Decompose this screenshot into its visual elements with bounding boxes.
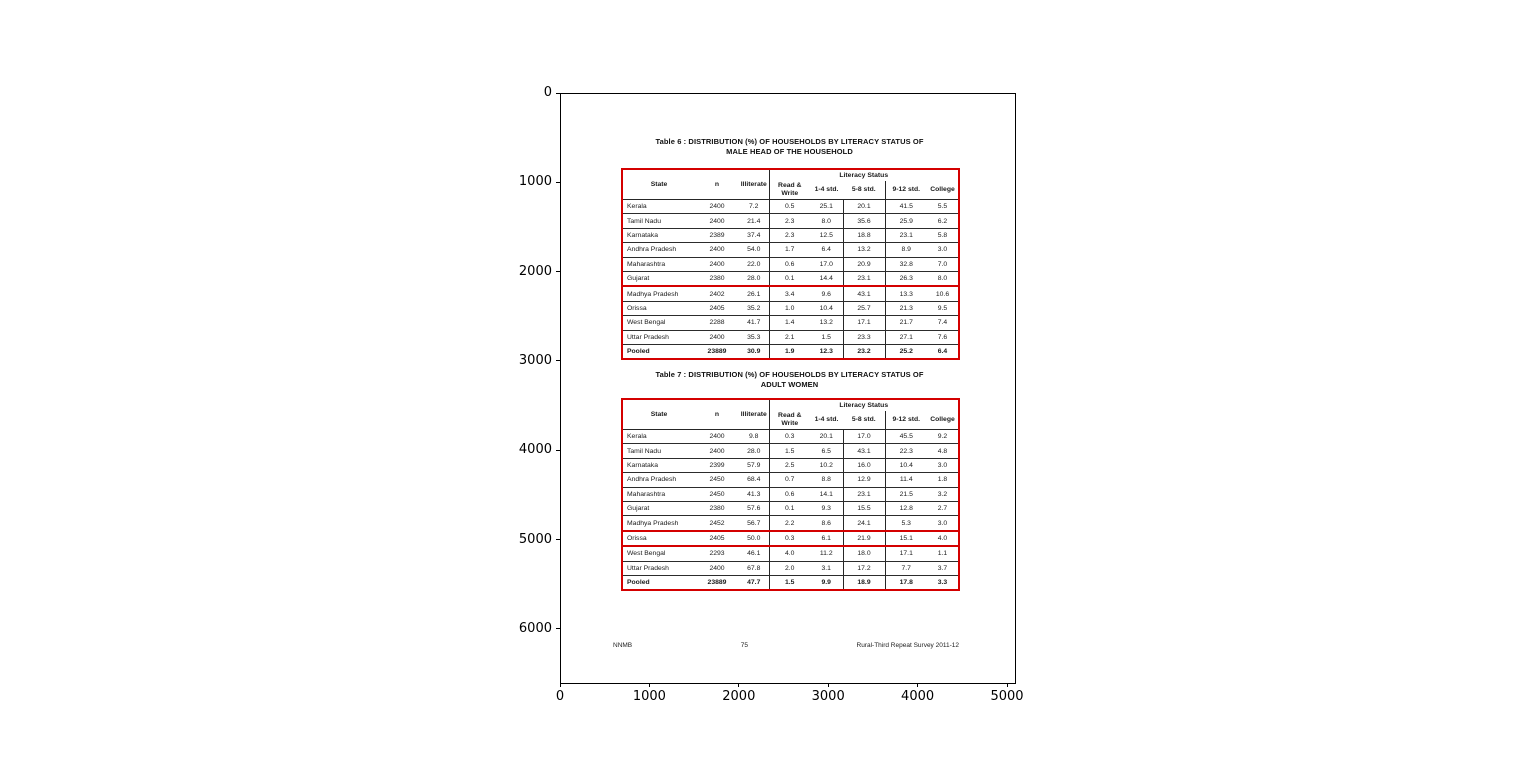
value-cell: 14.4 — [810, 271, 843, 286]
value-cell: 3.3 — [927, 575, 959, 590]
table7 — [621, 398, 960, 591]
value-cell: 25.7 — [843, 301, 885, 315]
value-cell: 8.6 — [810, 516, 843, 531]
value-cell: 28.0 — [739, 444, 769, 458]
column-header: College — [927, 181, 959, 200]
table-row — [622, 430, 959, 444]
value-cell: 2.1 — [769, 330, 810, 344]
value-cell: 21.7 — [885, 316, 927, 330]
y-axis-tick-label: 0 — [543, 85, 552, 100]
state-cell: West Bengal — [622, 316, 695, 330]
value-cell: 26.1 — [739, 286, 769, 301]
value-cell: 2293 — [695, 546, 739, 561]
value-cell: 20.1 — [843, 200, 885, 214]
value-cell: 6.4 — [927, 344, 959, 359]
value-cell: 13.2 — [810, 316, 843, 330]
state-cell: West Bengal — [622, 546, 695, 561]
column-header: n — [695, 399, 739, 430]
value-cell: 2.2 — [769, 516, 810, 531]
table-row — [622, 546, 959, 561]
value-cell: 3.4 — [769, 286, 810, 301]
table-row — [622, 243, 959, 257]
table6-title-line2: MALE HEAD OF THE HOUSEHOLD — [726, 146, 853, 156]
value-cell: 2.0 — [769, 561, 810, 575]
value-cell: 57.9 — [739, 458, 769, 472]
value-cell: 4.0 — [769, 546, 810, 561]
x-axis-tick-label: 5000 — [990, 689, 1024, 704]
state-cell: Andhra Pradesh — [622, 243, 695, 257]
table-row — [622, 257, 959, 271]
state-cell: Pooled — [622, 344, 695, 359]
value-cell: 0.6 — [769, 487, 810, 501]
value-cell: 30.9 — [739, 344, 769, 359]
value-cell: 5.8 — [927, 228, 959, 242]
table-row — [622, 487, 959, 501]
value-cell: 7.7 — [885, 561, 927, 575]
value-cell: 4.0 — [927, 531, 959, 546]
table6-title — [581, 137, 998, 156]
value-cell: 2402 — [695, 286, 739, 301]
footer-survey-label: Rural-Third Repeat Survey 2011-12 — [856, 642, 959, 649]
value-cell: 0.3 — [769, 531, 810, 546]
table-row — [622, 316, 959, 330]
table7-block — [621, 370, 958, 591]
y-axis-tick-label: 4000 — [518, 442, 552, 458]
value-cell: 9.8 — [739, 430, 769, 444]
table-row — [622, 271, 959, 286]
value-cell: 9.3 — [810, 501, 843, 515]
value-cell: 17.1 — [885, 546, 927, 561]
value-cell: 56.7 — [739, 516, 769, 531]
column-header: Read & Write — [769, 181, 810, 200]
value-cell: 23.1 — [885, 228, 927, 242]
value-cell: 8.0 — [810, 214, 843, 228]
value-cell: 2.3 — [769, 228, 810, 242]
state-cell: Tamil Nadu — [622, 444, 695, 458]
table-row — [622, 330, 959, 344]
table-row — [622, 444, 959, 458]
plot-axes — [560, 93, 1016, 684]
table-row — [622, 286, 959, 301]
value-cell: 2400 — [695, 214, 739, 228]
value-cell: 15.1 — [885, 531, 927, 546]
value-cell: 13.3 — [885, 286, 927, 301]
value-cell: 3.0 — [927, 243, 959, 257]
value-cell: 18.9 — [843, 575, 885, 590]
value-cell: 18.8 — [843, 228, 885, 242]
value-cell: 17.8 — [885, 575, 927, 590]
literacy-status-span-header: Literacy Status — [769, 169, 959, 181]
table-row — [622, 228, 959, 242]
value-cell: 15.5 — [843, 501, 885, 515]
value-cell: 23.1 — [843, 487, 885, 501]
value-cell: 2405 — [695, 531, 739, 546]
value-cell: 23889 — [695, 344, 739, 359]
table6-title-line1: Table 6 : DISTRIBUTION (%) OF HOUSEHOLDS BY LITERACY STATUS OF — [655, 137, 924, 146]
table-row — [622, 575, 959, 590]
value-cell: 2400 — [695, 243, 739, 257]
state-cell: Tamil Nadu — [622, 214, 695, 228]
value-cell: 57.6 — [739, 501, 769, 515]
x-axis-tick-label: 1000 — [632, 689, 666, 704]
column-header: 9-12 std. — [885, 411, 927, 430]
value-cell: 2405 — [695, 301, 739, 315]
state-cell: Uttar Pradesh — [622, 561, 695, 575]
value-cell: 35.2 — [739, 301, 769, 315]
state-cell: Uttar Pradesh — [622, 330, 695, 344]
column-header: 5-8 std. — [843, 411, 885, 430]
y-axis-tick-label: 6000 — [518, 620, 552, 636]
value-cell: 14.1 — [810, 487, 843, 501]
x-axis-tick-label: 3000 — [811, 689, 845, 704]
table-row — [622, 344, 959, 359]
value-cell: 41.7 — [739, 316, 769, 330]
value-cell: 67.8 — [739, 561, 769, 575]
value-cell: 24.1 — [843, 516, 885, 531]
value-cell: 6.5 — [810, 444, 843, 458]
state-cell: Gujarat — [622, 271, 695, 286]
column-header: Illiterate — [739, 399, 769, 430]
page-footer — [613, 642, 959, 649]
value-cell: 21.9 — [843, 531, 885, 546]
y-axis-tick-label: 1000 — [518, 174, 552, 190]
value-cell: 2380 — [695, 271, 739, 286]
table-row — [622, 473, 959, 487]
value-cell: 16.0 — [843, 458, 885, 472]
value-cell: 11.4 — [885, 473, 927, 487]
value-cell: 7.2 — [739, 200, 769, 214]
value-cell: 3.7 — [927, 561, 959, 575]
state-cell: Orissa — [622, 301, 695, 315]
value-cell: 1.9 — [769, 344, 810, 359]
value-cell: 25.2 — [885, 344, 927, 359]
value-cell: 6.1 — [810, 531, 843, 546]
table7-title — [581, 370, 998, 389]
value-cell: 41.3 — [739, 487, 769, 501]
value-cell: 27.1 — [885, 330, 927, 344]
value-cell: 0.1 — [769, 501, 810, 515]
value-cell: 23.1 — [843, 271, 885, 286]
value-cell: 1.7 — [769, 243, 810, 257]
value-cell: 9.2 — [927, 430, 959, 444]
value-cell: 25.1 — [810, 200, 843, 214]
table-row — [622, 501, 959, 515]
value-cell: 2400 — [695, 444, 739, 458]
value-cell: 8.9 — [885, 243, 927, 257]
state-cell: Maharashtra — [622, 487, 695, 501]
value-cell: 10.6 — [927, 286, 959, 301]
value-cell: 32.8 — [885, 257, 927, 271]
value-cell: 1.5 — [769, 575, 810, 590]
value-cell: 1.5 — [810, 330, 843, 344]
document-page — [561, 94, 1015, 683]
table-row — [622, 458, 959, 472]
table-row — [622, 516, 959, 531]
table6-block — [621, 137, 958, 360]
value-cell: 7.4 — [927, 316, 959, 330]
value-cell: 0.7 — [769, 473, 810, 487]
table-row — [622, 301, 959, 315]
column-header: Illiterate — [739, 169, 769, 200]
value-cell: 9.9 — [810, 575, 843, 590]
state-cell: Karnataka — [622, 228, 695, 242]
value-cell: 3.1 — [810, 561, 843, 575]
literacy-status-span-header: Literacy Status — [769, 399, 959, 411]
table-row — [622, 561, 959, 575]
y-axis-tick-label: 2000 — [518, 263, 552, 279]
column-header: 1-4 std. — [810, 411, 843, 430]
value-cell: 35.6 — [843, 214, 885, 228]
value-cell: 23.2 — [843, 344, 885, 359]
value-cell: 43.1 — [843, 444, 885, 458]
state-cell: Karnataka — [622, 458, 695, 472]
column-header: Read & Write — [769, 411, 810, 430]
value-cell: 2400 — [695, 200, 739, 214]
value-cell: 2400 — [695, 561, 739, 575]
value-cell: 2.7 — [927, 501, 959, 515]
value-cell: 12.3 — [810, 344, 843, 359]
value-cell: 2389 — [695, 228, 739, 242]
value-cell: 6.4 — [810, 243, 843, 257]
table-row — [622, 200, 959, 214]
value-cell: 0.6 — [769, 257, 810, 271]
column-header: 9-12 std. — [885, 181, 927, 200]
value-cell: 2.3 — [769, 214, 810, 228]
value-cell: 11.2 — [810, 546, 843, 561]
column-header: College — [927, 411, 959, 430]
value-cell: 20.1 — [810, 430, 843, 444]
value-cell: 2450 — [695, 473, 739, 487]
column-header: 1-4 std. — [810, 181, 843, 200]
x-axis-tick-label: 0 — [555, 689, 565, 704]
table-row — [622, 531, 959, 546]
value-cell: 21.3 — [885, 301, 927, 315]
value-cell: 25.9 — [885, 214, 927, 228]
value-cell: 6.2 — [927, 214, 959, 228]
value-cell: 68.4 — [739, 473, 769, 487]
value-cell: 21.4 — [739, 214, 769, 228]
value-cell: 3.0 — [927, 458, 959, 472]
value-cell: 35.3 — [739, 330, 769, 344]
value-cell: 22.3 — [885, 444, 927, 458]
x-axis-tick-label: 2000 — [722, 689, 756, 704]
table7-title-line2: ADULT WOMEN — [760, 379, 819, 389]
value-cell: 8.0 — [927, 271, 959, 286]
value-cell: 13.2 — [843, 243, 885, 257]
value-cell: 9.6 — [810, 286, 843, 301]
value-cell: 26.3 — [885, 271, 927, 286]
state-cell: Madhya Pradesh — [622, 516, 695, 531]
table6 — [621, 168, 960, 360]
state-cell: Gujarat — [622, 501, 695, 515]
value-cell: 2400 — [695, 430, 739, 444]
value-cell: 43.1 — [843, 286, 885, 301]
value-cell: 1.0 — [769, 301, 810, 315]
y-axis-tick-label: 3000 — [518, 352, 552, 368]
value-cell: 17.2 — [843, 561, 885, 575]
value-cell: 10.2 — [810, 458, 843, 472]
value-cell: 1.8 — [927, 473, 959, 487]
value-cell: 20.9 — [843, 257, 885, 271]
value-cell: 37.4 — [739, 228, 769, 242]
value-cell: 4.8 — [927, 444, 959, 458]
value-cell: 7.6 — [927, 330, 959, 344]
value-cell: 0.1 — [769, 271, 810, 286]
y-axis-tick-label: 5000 — [518, 531, 552, 547]
value-cell: 1.5 — [769, 444, 810, 458]
value-cell: 2452 — [695, 516, 739, 531]
value-cell: 23889 — [695, 575, 739, 590]
value-cell: 2399 — [695, 458, 739, 472]
value-cell: 28.0 — [739, 271, 769, 286]
value-cell: 1.4 — [769, 316, 810, 330]
value-cell: 9.5 — [927, 301, 959, 315]
value-cell: 10.4 — [810, 301, 843, 315]
value-cell: 2400 — [695, 257, 739, 271]
value-cell: 18.0 — [843, 546, 885, 561]
value-cell: 8.8 — [810, 473, 843, 487]
value-cell: 17.0 — [810, 257, 843, 271]
value-cell: 2.5 — [769, 458, 810, 472]
x-axis-tick-label: 4000 — [901, 689, 935, 704]
column-header: n — [695, 169, 739, 200]
value-cell: 47.7 — [739, 575, 769, 590]
footer-page-number: 75 — [740, 642, 748, 649]
value-cell: 12.5 — [810, 228, 843, 242]
table-row — [622, 214, 959, 228]
value-cell: 2450 — [695, 487, 739, 501]
footer-org: NNMB — [613, 642, 633, 649]
value-cell: 2288 — [695, 316, 739, 330]
value-cell: 2380 — [695, 501, 739, 515]
value-cell: 45.5 — [885, 430, 927, 444]
value-cell: 23.3 — [843, 330, 885, 344]
value-cell: 5.5 — [927, 200, 959, 214]
value-cell: 12.8 — [885, 501, 927, 515]
state-cell: Andhra Pradesh — [622, 473, 695, 487]
column-header: State — [622, 169, 695, 200]
state-cell: Kerala — [622, 430, 695, 444]
state-cell: Kerala — [622, 200, 695, 214]
value-cell: 17.0 — [843, 430, 885, 444]
state-cell: Pooled — [622, 575, 695, 590]
value-cell: 50.0 — [739, 531, 769, 546]
value-cell: 2400 — [695, 330, 739, 344]
value-cell: 3.2 — [927, 487, 959, 501]
state-cell: Orissa — [622, 531, 695, 546]
value-cell: 21.5 — [885, 487, 927, 501]
value-cell: 5.3 — [885, 516, 927, 531]
value-cell: 0.3 — [769, 430, 810, 444]
value-cell: 1.1 — [927, 546, 959, 561]
value-cell: 7.0 — [927, 257, 959, 271]
table7-title-line1: Table 7 : DISTRIBUTION (%) OF HOUSEHOLDS BY LITERACY STATUS OF — [655, 370, 924, 379]
value-cell: 41.5 — [885, 200, 927, 214]
value-cell: 17.1 — [843, 316, 885, 330]
value-cell: 46.1 — [739, 546, 769, 561]
value-cell: 54.0 — [739, 243, 769, 257]
value-cell: 10.4 — [885, 458, 927, 472]
value-cell: 3.0 — [927, 516, 959, 531]
state-cell: Maharashtra — [622, 257, 695, 271]
state-cell: Madhya Pradesh — [622, 286, 695, 301]
value-cell: 12.9 — [843, 473, 885, 487]
value-cell: 0.5 — [769, 200, 810, 214]
value-cell: 22.0 — [739, 257, 769, 271]
column-header: State — [622, 399, 695, 430]
column-header: 5-8 std. — [843, 181, 885, 200]
